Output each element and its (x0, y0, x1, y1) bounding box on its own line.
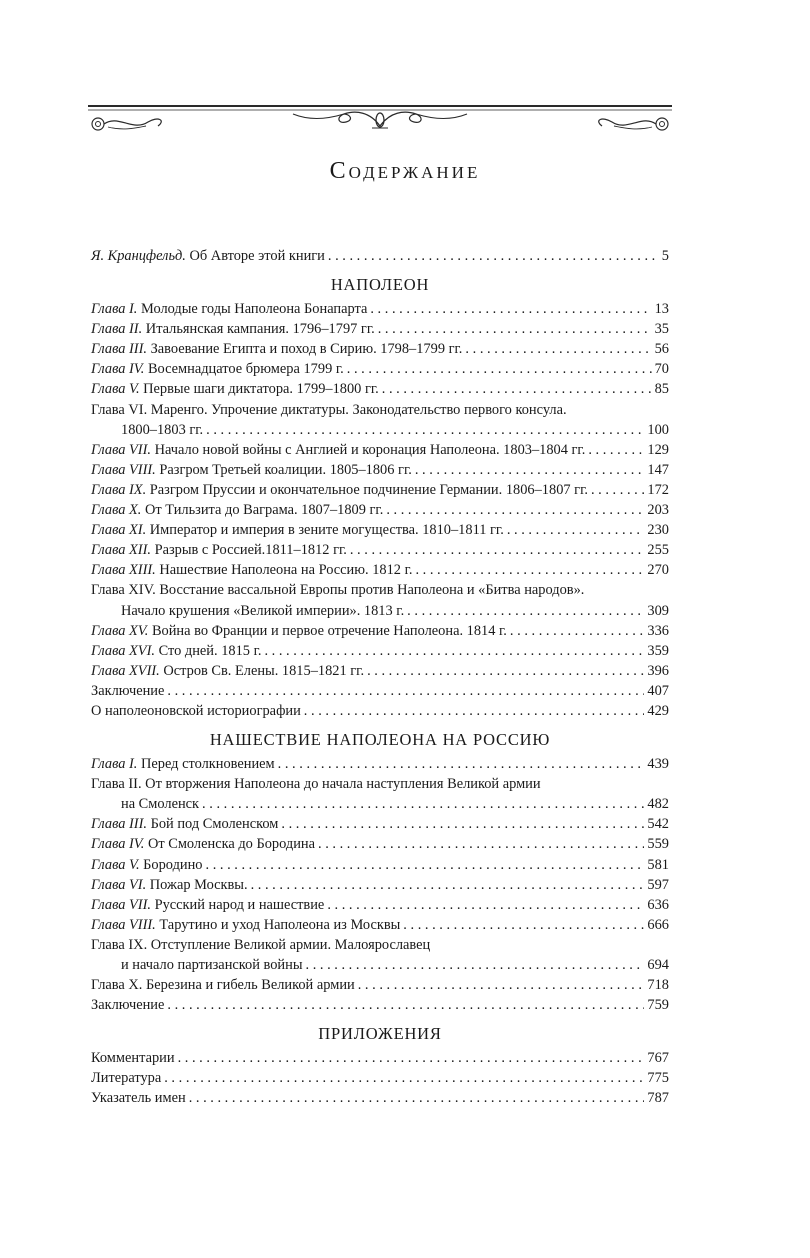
toc-entry-title: Сто дней. 1815 г. (154, 642, 262, 659)
toc-chapter-number: Глава VIII. (91, 916, 156, 933)
dot-leader (264, 641, 644, 661)
dot-leader (358, 975, 645, 995)
toc-entry[interactable] (91, 641, 669, 661)
toc-entry-label (91, 814, 278, 834)
toc-chapter-number: Глава II. (91, 321, 143, 338)
dot-leader (167, 995, 644, 1015)
toc-chapter-number: Глава XII. (91, 542, 151, 559)
toc-entry-label (91, 1088, 186, 1108)
toc-chapter-number: Глава VI. (91, 876, 147, 893)
dot-leader (591, 480, 644, 500)
toc-page-number: 559 (647, 836, 669, 853)
dot-leader (278, 754, 645, 774)
toc-entry-title: От Тильзита до Ваграма. 1807–1809 гг. (141, 502, 384, 519)
toc-chapter-number: Глава IX. (91, 936, 148, 953)
toc-page-number: 718 (647, 977, 669, 994)
toc-entry-title: Разгром Пруссии и окончательное подчинение Германии. 1806–1807 гг. (146, 481, 588, 498)
toc-entry-title: От Смоленска до Бородина (144, 836, 316, 853)
toc-entry[interactable] (91, 855, 669, 875)
toc-entry-label (91, 1048, 175, 1068)
toc-entry-label (91, 975, 355, 995)
toc-entry-title: Император и империя в зените могущества. 1810–1811 гг. (146, 522, 504, 539)
toc-page-number: 147 (647, 461, 669, 478)
dot-leader (178, 1048, 645, 1068)
toc-chapter-number: Глава III. (91, 816, 147, 833)
toc-entry[interactable] (91, 359, 669, 379)
dot-leader (251, 875, 645, 895)
dot-leader (386, 500, 644, 520)
dot-leader (167, 681, 644, 701)
toc-chapter-number: Глава VII. (91, 896, 151, 913)
toc-entry-title: О наполеоновской историографии (91, 702, 301, 719)
dot-leader (367, 661, 644, 681)
toc-entry[interactable] (91, 1048, 669, 1068)
toc-entry[interactable] (91, 1068, 669, 1088)
toc-entry[interactable] (91, 621, 669, 641)
toc-page-number: 542 (647, 816, 669, 833)
toc-page-number: 775 (647, 1070, 669, 1087)
toc-page-number: 429 (647, 702, 669, 719)
toc-page-number: 636 (647, 896, 669, 913)
dot-leader (318, 834, 644, 854)
dot-leader (403, 915, 644, 935)
toc-entry-title: Русский народ и нашествие (150, 896, 325, 913)
toc-page-number: 694 (647, 957, 669, 973)
dot-leader (206, 855, 645, 875)
dot-leader (189, 1088, 645, 1108)
toc-chapter-number: Глава IV. (91, 836, 145, 853)
toc-chapter-number: Глава IV. (91, 361, 145, 378)
toc-entry-label (91, 402, 567, 418)
toc-entry-title: Литература (91, 1070, 162, 1087)
toc-entry[interactable] (91, 540, 669, 560)
toc-page-number: 56 (654, 341, 669, 358)
toc-entry[interactable] (91, 299, 669, 319)
toc-entry-title: Итальянская кампания. 1796–1797 гг. (142, 321, 375, 338)
dot-leader (382, 379, 652, 399)
dot-leader (206, 420, 644, 440)
dot-leader (378, 319, 652, 339)
toc-entry-continuation: 1800–1803 гг. (121, 421, 204, 438)
toc-page-number: 35 (654, 321, 669, 338)
toc-page-number: 85 (654, 381, 669, 398)
toc-entry-title: Отступление Великой армии. Малоярославец (147, 936, 431, 953)
toc-entry[interactable] (91, 560, 669, 580)
toc-chapter-number: Глава XVI. (91, 642, 155, 659)
toc-page-number: 129 (647, 441, 669, 458)
toc-entry[interactable] (91, 794, 669, 814)
toc-entry-label (91, 540, 347, 560)
toc-page-number: 787 (647, 1090, 669, 1107)
toc-chapter-number: Глава XV. (91, 622, 149, 639)
toc-entry-intro[interactable] (91, 246, 669, 266)
toc-entry[interactable] (91, 955, 669, 975)
toc-entry-title: Начало новой войны с Англией и коронация Наполеона. 1803–1804 гг. (150, 441, 586, 458)
toc-page-number: 203 (647, 502, 669, 519)
toc-entry-label (91, 319, 375, 339)
toc-entry-label (91, 937, 430, 953)
toc-entry-label (91, 754, 275, 774)
toc-entry-label (91, 582, 584, 598)
toc-entry-title: Остров Св. Елены. 1815–1821 гг. (159, 662, 365, 679)
toc-page-number: 172 (647, 481, 669, 498)
dot-leader (415, 560, 644, 580)
toc-entry[interactable] (91, 834, 669, 854)
toc-entry[interactable] (91, 895, 669, 915)
toc-entry-label (91, 500, 383, 520)
toc-chapter-number: Глава I. (91, 756, 138, 773)
toc-entry-title: Разрыв с Россией.1811–1812 гг. (150, 542, 347, 559)
toc-entry-label (91, 995, 164, 1015)
toc-entry[interactable] (91, 681, 669, 701)
toc-entry-label (91, 359, 344, 379)
toc-entry[interactable] (91, 701, 669, 721)
toc-chapter-number: Глава II. (91, 776, 142, 793)
toc-entry-title: Тарутино и уход Наполеона из Москвы (155, 916, 401, 933)
dot-leader (281, 814, 644, 834)
toc-page-number: 336 (647, 622, 669, 639)
toc-entry-first-line[interactable] (91, 400, 669, 420)
dot-leader (347, 359, 652, 379)
toc-entry[interactable] (91, 460, 669, 480)
toc-chapter-number: Глава X. (91, 502, 142, 519)
toc-entry-label (91, 895, 324, 915)
toc-entry-title: Перед столкновением (137, 756, 275, 773)
dot-leader (350, 540, 645, 560)
toc-entry[interactable] (91, 500, 669, 520)
toc-entry-label (91, 701, 301, 721)
toc-entry-label (91, 460, 412, 480)
toc-entry-title: От вторжения Наполеона до начала наступления Великой армии (141, 776, 541, 793)
toc-chapter-number: Глава VI. (91, 401, 148, 418)
decorative-ornament-header (88, 100, 672, 136)
toc-page-number: 100 (647, 421, 669, 438)
toc-entry[interactable] (91, 319, 669, 339)
toc-entry-label (91, 520, 504, 540)
toc-page-number: 359 (647, 642, 669, 659)
toc-entry-label (91, 339, 462, 359)
toc-page-number: 407 (647, 682, 669, 699)
toc-entry-title: Указатель имен (91, 1090, 186, 1107)
toc-entry-label (91, 379, 379, 399)
toc-entry[interactable] (91, 480, 669, 500)
toc-page-number: 270 (647, 562, 669, 579)
toc-entry-label (91, 299, 367, 319)
section-heading: НАПОЛЕОН (330, 275, 430, 295)
toc-entry[interactable] (91, 661, 669, 681)
toc-entry-label (91, 834, 315, 854)
toc-entry-title: Бородино (139, 856, 203, 873)
toc-entry-label (91, 621, 507, 641)
toc-chapter-number: Глава VIII. (91, 461, 156, 478)
toc-page-number: 309 (647, 602, 669, 619)
toc-entry-label (91, 440, 585, 460)
toc-entry-title: Маренго. Упрочение диктатуры. Законодательство первого консула. (147, 401, 567, 418)
toc-entry[interactable] (91, 420, 669, 440)
toc-entry-title: Заключение (91, 682, 165, 699)
toc-entry-continuation: Начало крушения «Великой империи». 1813 г. (121, 602, 405, 619)
toc-entry-label (91, 1068, 161, 1088)
toc-entry-first-line[interactable] (91, 580, 669, 600)
toc-chapter-number: Глава I. (91, 301, 138, 318)
toc-chapter-number: Глава XIII. (91, 562, 156, 579)
dot-leader (465, 339, 651, 359)
toc-page-number: 5 (661, 248, 669, 264)
toc-entry[interactable] (91, 975, 669, 995)
toc-entry[interactable] (91, 875, 669, 895)
toc-entry-continuation: на Смоленск (121, 796, 200, 813)
toc-page-number: 666 (647, 916, 669, 933)
toc-entry-label (91, 915, 400, 935)
toc-entry-title: Завоевание Египта и поход в Сирию. 1798–1799 гг. (146, 341, 463, 358)
toc-entry-title: Разгром Третьей коалиции. 1805–1806 гг. (155, 461, 412, 478)
toc-entry[interactable] (91, 814, 669, 834)
toc-entry-continuation: и начало партизанской войны (121, 957, 303, 973)
dot-leader (328, 246, 659, 266)
toc-entry-label (91, 661, 364, 681)
toc-page-number: 581 (647, 856, 669, 873)
dot-leader (415, 460, 645, 480)
toc-page-number: 255 (647, 542, 669, 559)
dot-leader (327, 895, 644, 915)
toc-entry-title: Комментарии (91, 1050, 175, 1067)
toc-page-number: 230 (647, 522, 669, 539)
toc-entry-label (91, 480, 588, 500)
toc-page-number: 70 (654, 361, 669, 378)
toc-page-number: 482 (647, 796, 669, 813)
toc-entry[interactable] (91, 1088, 669, 1108)
toc-page-number: 439 (647, 756, 669, 773)
toc-entry-label (91, 246, 325, 266)
toc-chapter-number: Глава V. (91, 856, 140, 873)
toc-entry-title: Бой под Смоленском (146, 816, 279, 833)
toc-entry-title: Глава X. Березина и гибель Великой армии (91, 977, 355, 994)
toc-entry-title: Пожар Москвы. (146, 876, 248, 893)
dot-leader (588, 440, 644, 460)
toc-entry-title: Восстание вассальной Европы против Наполеона и «Битва народов». (155, 582, 585, 599)
dot-leader (306, 955, 645, 975)
toc-entry-label (91, 681, 164, 701)
toc-entry-author: Я. Кранцфельд. (91, 248, 186, 264)
section-heading: ПРИЛОЖЕНИЯ (318, 1024, 442, 1044)
toc-entry[interactable] (91, 379, 669, 399)
toc-chapter-number: Глава VII. (91, 441, 151, 458)
toc-page-number: 597 (647, 876, 669, 893)
toc-entry-title: Нашествие Наполеона на Россию. 1812 г. (155, 562, 413, 579)
toc-chapter-number: Глава V. (91, 381, 140, 398)
toc-page-number: 759 (647, 997, 669, 1014)
toc-entry-first-line[interactable] (91, 774, 669, 794)
toc-entry-title: Первые шаги диктатора. 1799–1800 гг. (139, 381, 379, 398)
toc-chapter-number: Глава XIV. (91, 582, 156, 599)
toc-entry[interactable] (91, 995, 669, 1015)
toc-chapter-number: Глава IX. (91, 481, 147, 498)
toc-entry-label (91, 560, 412, 580)
toc-entry-label (91, 875, 248, 895)
toc-chapter-number: Глава III. (91, 341, 147, 358)
section-heading: НАШЕСТВИЕ НАПОЛЕОНА НА РОССИЮ (209, 730, 551, 750)
toc-entry[interactable] (91, 440, 669, 460)
toc-entry[interactable] (91, 339, 669, 359)
toc-entry[interactable] (91, 601, 669, 621)
toc-entry[interactable] (91, 915, 669, 935)
toc-entry[interactable] (91, 520, 669, 540)
toc-chapter-number: Глава XVII. (91, 662, 160, 679)
toc-entry-first-line[interactable] (91, 935, 669, 955)
dot-leader (164, 1068, 644, 1088)
toc-page-number: 13 (654, 301, 669, 318)
page-title: Содержание (329, 158, 481, 184)
toc-page-number: 396 (647, 662, 669, 679)
toc-chapter-number: Глава XI. (91, 522, 147, 539)
toc-entry-title: Война во Франции и первое отречение Наполеона. 1814 г. (148, 622, 507, 639)
toc-entry-title: Молодые годы Наполеона Бонапарта (137, 301, 368, 318)
toc-entry-title: Восемнадцатое брюмера 1799 г. (144, 361, 344, 378)
toc-entry-label (91, 776, 541, 792)
table-of-contents (91, 246, 669, 1109)
dot-leader (510, 621, 644, 641)
dot-leader (407, 601, 644, 621)
toc-entry-label (91, 855, 203, 875)
dot-leader (304, 701, 645, 721)
toc-entry[interactable] (91, 754, 669, 774)
toc-entry-title: Об Авторе этой книги (185, 248, 325, 264)
dot-leader (370, 299, 651, 319)
dot-leader (507, 520, 645, 540)
toc-entry-label (91, 641, 261, 661)
toc-entry-title: Заключение (91, 997, 165, 1014)
toc-page-number: 767 (647, 1050, 669, 1067)
dot-leader (202, 794, 644, 814)
